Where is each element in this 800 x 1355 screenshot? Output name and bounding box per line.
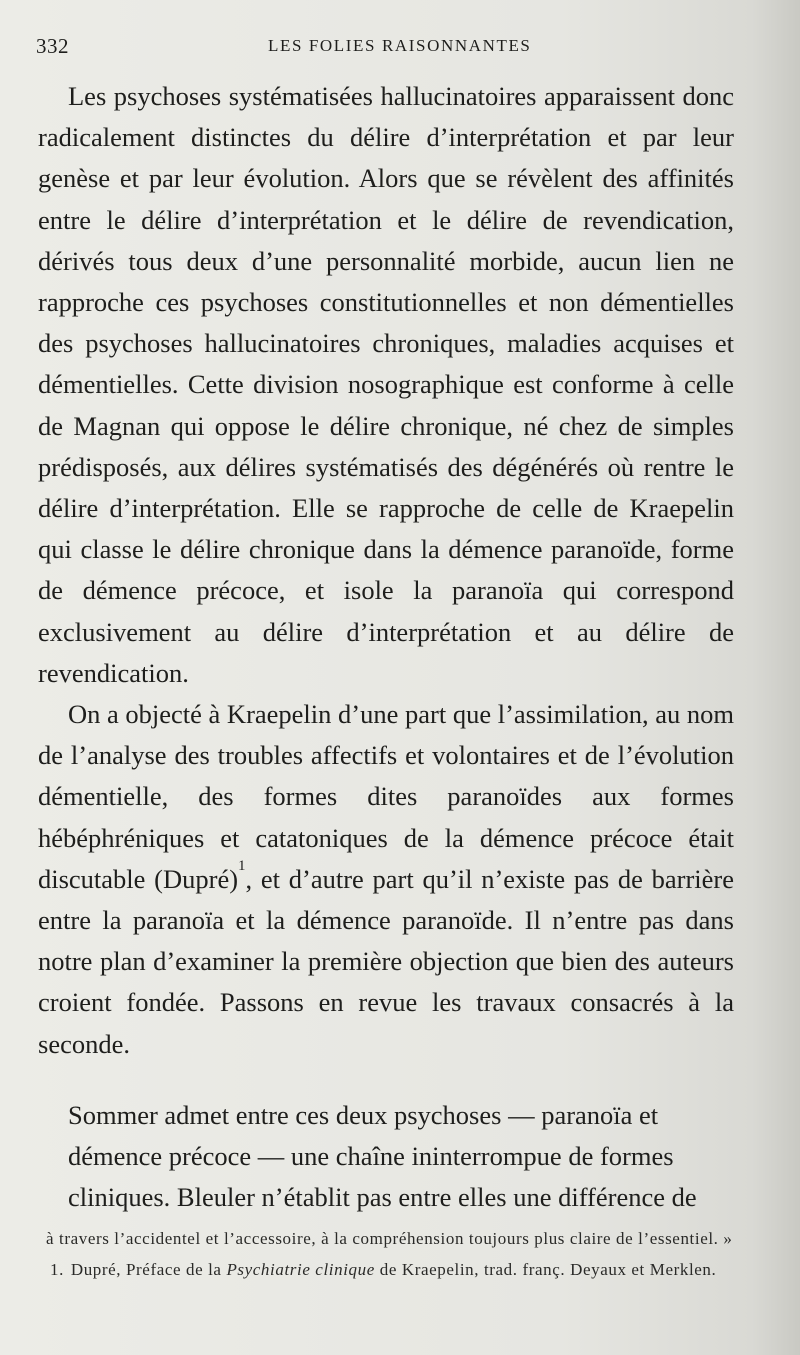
footnote-1 (46, 1259, 738, 1280)
page-number: 332 (36, 34, 69, 58)
paragraph: Les psychoses systématisées hallucinatoires apparaissent donc radicalement distinctes du délire d’interprétation et par leur genèse et par leur évolution. Alors que se révèlent des affinités entre le délire d’interprétation et le délire de revendication, dérivés tous deux d’une personnalité morbide, aucun lien ne rapproche ces psychoses constitutionnelles et non démentielles des psychoses hallucinatoires chroniques, maladies acquises et démentielles. Cette division nosographique est conforme à celle de Magnan qui oppose le délire chronique, né chez de simples prédisposés, aux délires systématisés des dégénérés où rentre le délire d’interprétation. Elle se rapproche de celle de Kraepelin qui classe le délire chronique dans la démence paranoïde, forme de démence précoce, et isole la paranoïa qui correspond exclusivement au délire d’interprétation et au délire de revendication. (38, 81, 734, 688)
running-title: LES FOLIES RAISONNANTES (268, 36, 532, 55)
paragraph (38, 694, 734, 1065)
paragraph (38, 1095, 734, 1219)
footnote-text: Dupré, Préface de la (70, 1260, 222, 1279)
cited-work-title: Psychiatrie clinique (226, 1260, 375, 1279)
text-line: cliniques. Bleuler n’établit pas entre elles une différence de (68, 1182, 697, 1213)
paragraph-text: On a objecté à Kraepelin d’une part que l’assimilation, au nom de l’analyse des troubles affectifs et volontaires et de l’évolution démentielle, des formes dites paranoïdes aux formes hébéphréniques et catatoniques de la démence précoce était discutable (Dupré) (38, 699, 734, 894)
text-line: Sommer admet entre ces deux psychoses — paranoïa et (68, 1099, 659, 1130)
footnote-continued: à travers l’accidentel et l’accessoire, à la compréhension toujours plus claire de l’essentiel. » (46, 1229, 733, 1248)
text-line: démence précoce — une chaîne ininterrompue de formes (68, 1141, 674, 1172)
footnotes (46, 1228, 738, 1280)
footnote-number: 1. (50, 1260, 64, 1279)
footnote-text: de Kraepelin, trad. franç. Deyaux et Merklen. (379, 1260, 717, 1279)
page-header (36, 34, 736, 58)
footnote-reference: 1 (238, 857, 246, 874)
paragraph-text: , et d’autre part qu’il n’existe pas de barrière entre la paranoïa et la démence paranoïde. Il n’entre pas dans notre plan d’examiner la première objection que bien des auteurs croient fondée. Passons en revue les travaux consacrés à la seconde. (38, 863, 734, 1059)
main-text (38, 76, 734, 1218)
